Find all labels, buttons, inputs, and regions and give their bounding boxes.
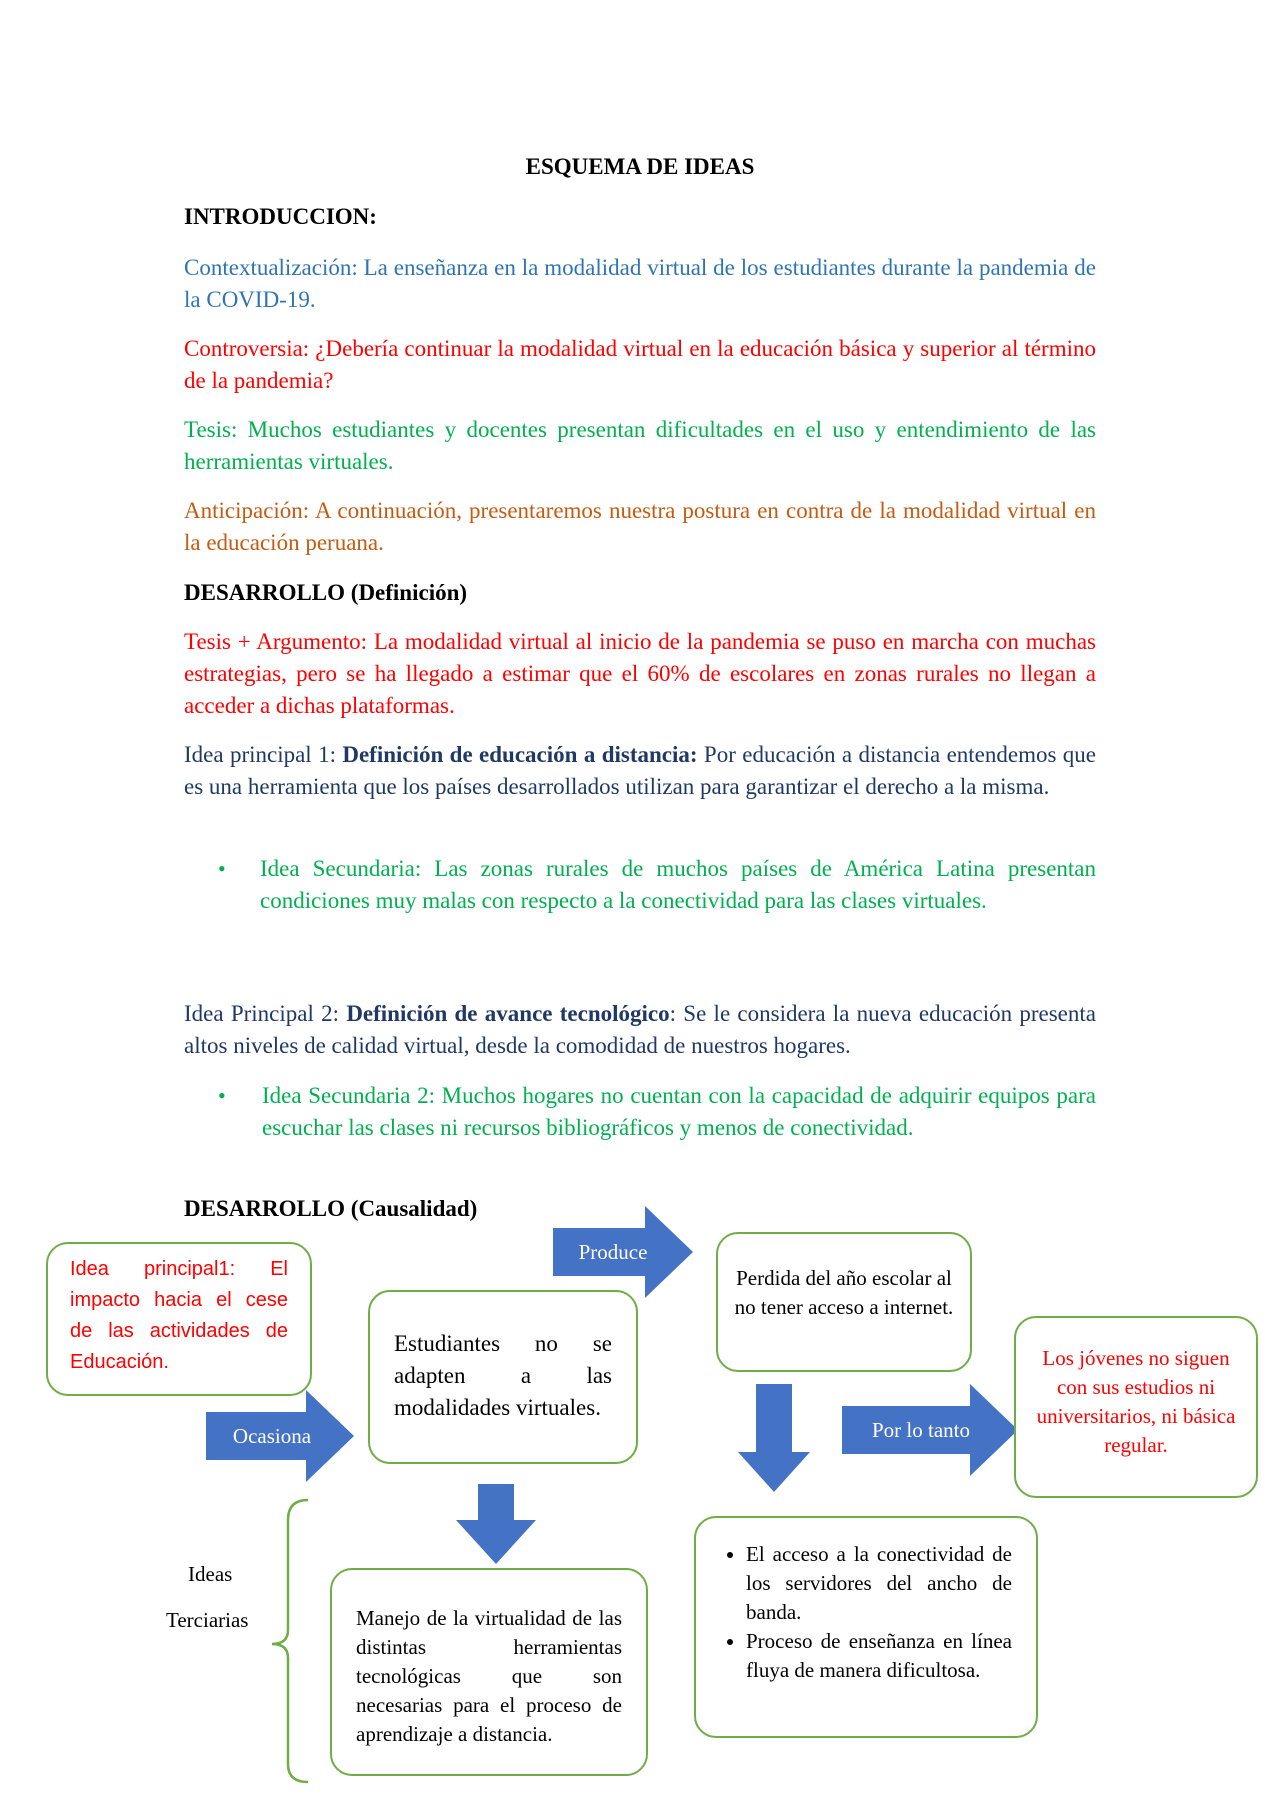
tesis-argumento-paragraph: Tesis + Argumento: La modalidad virtual al inicio de la pandemia se puso en marcha con muchas estrategias, pero se ha llegado a estimar que el 60% de escolares en zonas rurales no llegan a acceder a dichas plataformas.: [184, 629, 1096, 718]
contextualizacion-paragraph: Contextualización: La enseñanza en la modalidad virtual de los estudiantes durante la pandemia de la COVID-19.: [184, 255, 1096, 312]
bullet-dot: •: [218, 856, 226, 881]
controversia-paragraph: Controversia: ¿Debería continuar la modalidad virtual en la educación básica y superior al término de la pandemia?: [184, 336, 1096, 393]
idea-principal-2-text: : Se le considera la nueva educación presenta altos niveles de calidad virtual, desde la comodidad de nuestros hogares.: [184, 1001, 1096, 1058]
tesis-paragraph: Tesis: Muchos estudiantes y docentes presentan dificultades en el uso y entendimiento de las herramientas virtuales.: [184, 417, 1096, 474]
idea-principal-1-prefix: Idea principal 1:: [184, 742, 343, 767]
acceso-box: [694, 1516, 1038, 1738]
idea-principal-2-prefix: Idea Principal 2:: [184, 1001, 347, 1026]
list-item: • El acceso a la conectividad de los servidores del ancho de banda.: [746, 1540, 1012, 1627]
produce-label: Produce: [578, 1240, 648, 1264]
perdida-box: Perdida del año escolar al no tener acceso a internet.: [716, 1232, 972, 1372]
idea-principal-box: Idea principal1: El impacto hacia el cese de las actividades de Educación.: [46, 1242, 312, 1396]
idea-secundaria-1-paragraph: Idea Secundaria: Las zonas rurales de muchos países de América Latina presentan condiciones muy malas con respecto a la conectividad para las clases virtuales.: [260, 856, 1096, 913]
manejo-box: Manejo de la virtualidad de las distintas herramientas tecnológicas que son necesarias para el proceso de aprendizaje a distancia.: [330, 1568, 648, 1776]
intro-heading: INTRODUCCION:: [184, 204, 377, 229]
idea-principal-1-text: Por educación a distancia entendemos que es una herramienta que los países desarrollados utilizan para garantizar el derecho a la misma.: [184, 742, 1097, 799]
definicion-heading: DESARROLLO (Definición): [184, 580, 468, 605]
idea-secundaria-2-paragraph: Idea Secundaria 2: Muchos hogares no cuentan con la capacidad de adquirir equipos para escuchar las clases ni recursos bibliográficos y menos de conectividad.: [262, 1083, 1096, 1140]
list-item: • Proceso de enseñanza en línea fluya de manera dificultosa.: [746, 1627, 1012, 1685]
page-title: ESQUEMA DE IDEAS: [525, 154, 755, 179]
down-arrow-estudiantes: [456, 1484, 536, 1564]
idea-principal-2-bold: Definición de avance tecnológico: [346, 1001, 670, 1026]
idea-principal-1-bold: Definición de educación a distancia:: [342, 742, 698, 767]
jovenes-box: Los jóvenes no siguen con sus estudios ni universitarios, ni básica regular.: [1014, 1316, 1258, 1498]
anticipacion-paragraph: Anticipación: A continuación, presentaremos nuestra postura en contra de la modalidad virtual en la educación peruana.: [184, 498, 1096, 555]
estudiantes-box: Estudiantes no se adapten a las modalidades virtuales.: [368, 1290, 638, 1464]
ideas-terciarias-label-1: Ideas: [188, 1562, 233, 1586]
terciarias-brace: [272, 1500, 308, 1782]
down-arrow-perdida: [738, 1384, 810, 1492]
causalidad-heading: DESARROLLO (Causalidad): [184, 1196, 478, 1221]
bullet-dot: •: [218, 1083, 226, 1108]
ocasiona-label: Ocasiona: [232, 1424, 312, 1448]
por-lo-tanto-label: Por lo tanto: [872, 1418, 970, 1442]
acceso-list: [716, 1540, 1012, 1685]
ideas-terciarias-label-2: Terciarias: [166, 1608, 249, 1632]
